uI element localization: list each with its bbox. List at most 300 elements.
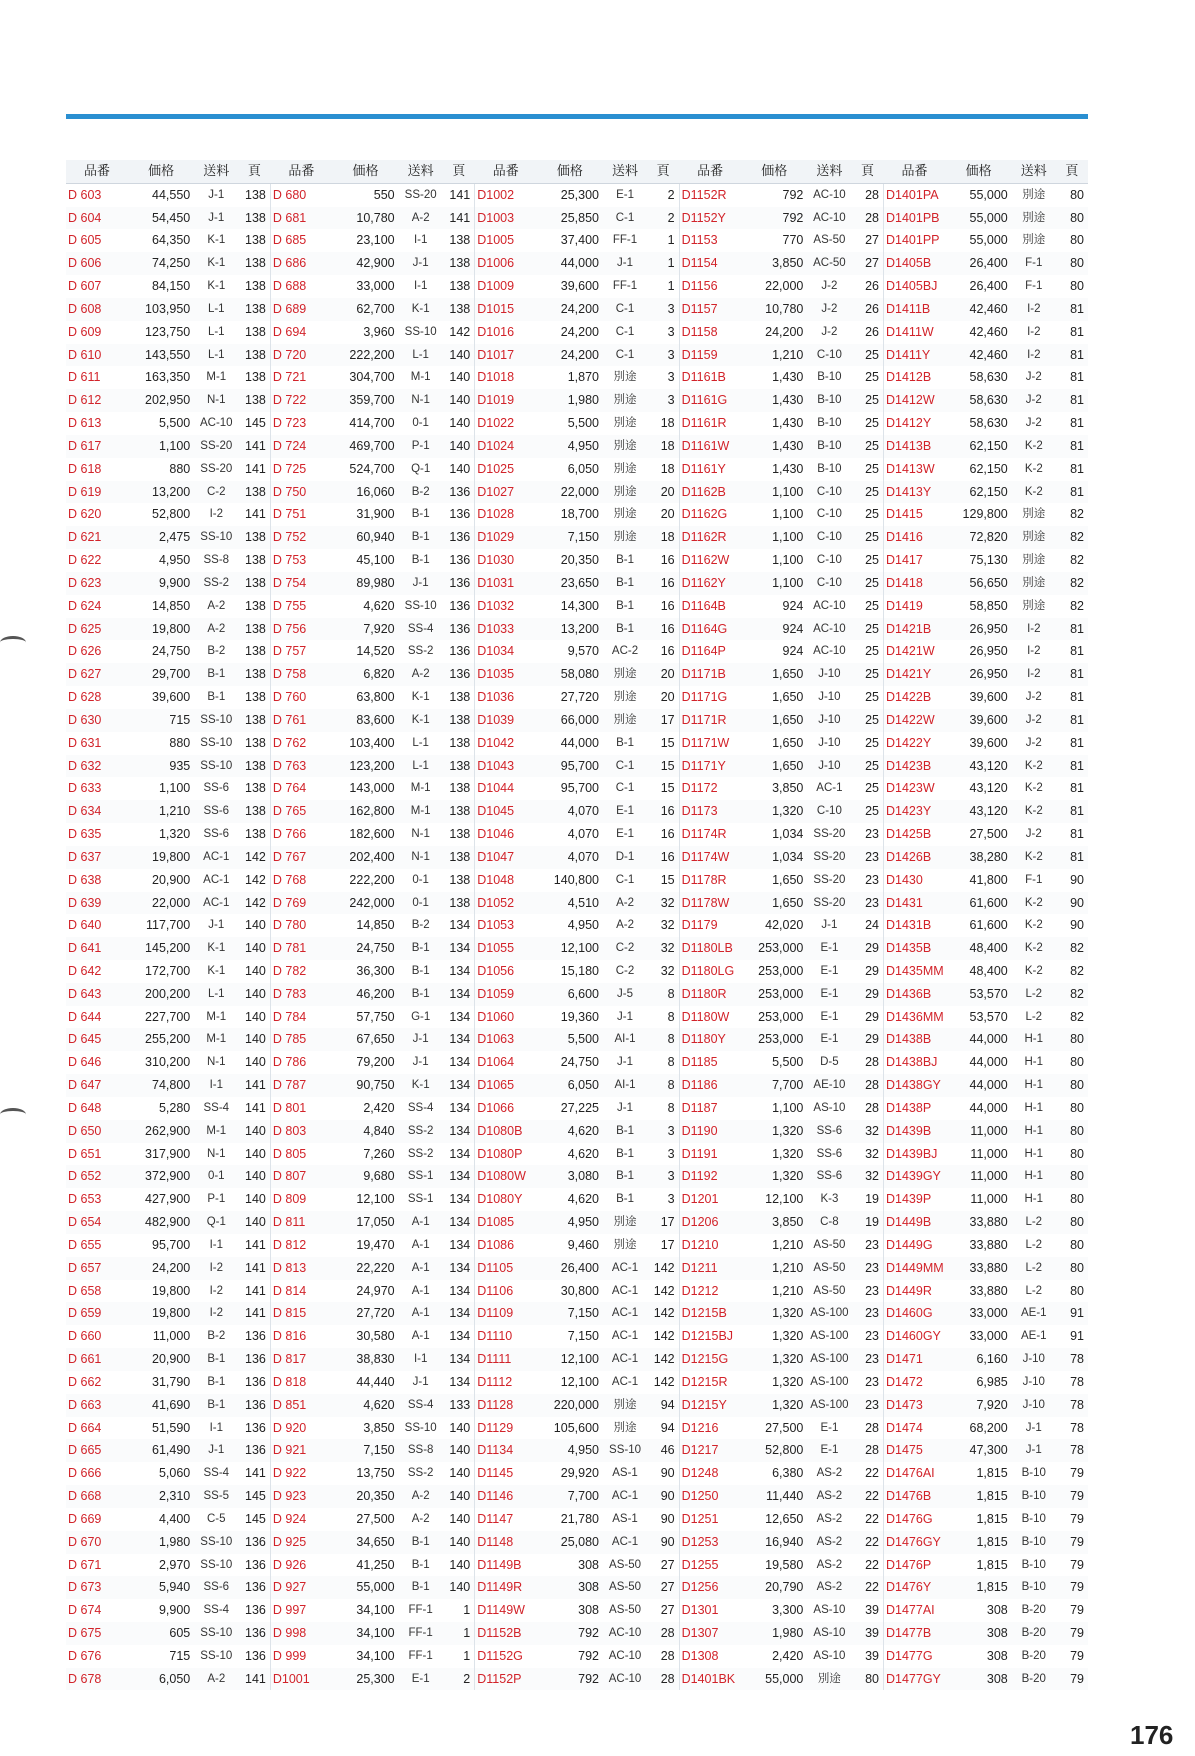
shipping-code-cell: AC-1 — [203, 873, 230, 886]
catalog-page-cell: 142 — [238, 869, 270, 892]
price-cell: 220,000 — [537, 1394, 603, 1417]
part-number-cell: D1063 — [475, 1028, 537, 1051]
part-number-cell: D1412Y — [886, 416, 932, 431]
catalog-page-cell: 25 — [851, 344, 883, 367]
price-cell: 24,200 — [560, 324, 599, 339]
shipping-code-cell: FF-1 — [408, 1604, 433, 1617]
table-row — [66, 458, 1088, 481]
catalog-page-cell: 79 — [1070, 1648, 1084, 1663]
catalog-page-cell: 138 — [443, 846, 475, 869]
catalog-page-cell: 136 — [443, 640, 475, 663]
shipping-code-cell: L-1 — [194, 983, 238, 1006]
price-cell: 1,210 — [741, 1257, 807, 1280]
part-number-cell: D1019 — [475, 389, 537, 412]
price-cell: 37,400 — [560, 233, 599, 248]
part-number-cell: D 669 — [68, 1511, 102, 1526]
shipping-code-cell: AC-1 — [194, 892, 238, 915]
price-cell: 1,210 — [772, 1283, 804, 1298]
catalog-page-cell: 25 — [851, 595, 883, 618]
header-price: 価格 — [946, 160, 1012, 183]
table-row — [66, 983, 1088, 1006]
catalog-page-cell: 90 — [1070, 872, 1084, 887]
part-number-cell: D1161G — [679, 389, 741, 412]
shipping-code-cell: FF-1 — [399, 1622, 443, 1645]
shipping-code-cell: 別途 — [613, 1238, 637, 1251]
price-cell: 4,840 — [332, 1120, 398, 1143]
shipping-code-cell: SS-10 — [404, 1421, 437, 1434]
price-cell: 7,150 — [567, 1329, 599, 1344]
shipping-code-cell: M-1 — [399, 800, 443, 823]
catalog-page-cell: 142 — [238, 846, 270, 869]
shipping-code-cell: AC-10 — [603, 1668, 647, 1691]
catalog-page-cell: 134 — [443, 1302, 475, 1325]
catalog-page-cell: 138 — [238, 663, 270, 686]
part-number-cell: D1422Y — [886, 735, 932, 750]
price-cell: 7,700 — [537, 1485, 603, 1508]
part-number-cell: D 752 — [270, 526, 332, 549]
part-number-cell: D 608 — [66, 298, 128, 321]
catalog-page-cell: 80 — [1056, 207, 1088, 230]
catalog-page-cell: 1 — [443, 1599, 475, 1622]
catalog-page-cell: 138 — [238, 481, 270, 504]
catalog-page-cell: 1 — [647, 275, 679, 298]
catalog-page-cell: 94 — [647, 1394, 679, 1417]
shipping-code-cell: AS-50 — [813, 1284, 846, 1297]
table-row — [66, 1120, 1088, 1143]
table-row — [66, 572, 1088, 595]
part-number-cell: D1003 — [475, 207, 537, 230]
catalog-page-cell: 80 — [1070, 1146, 1084, 1161]
catalog-page-cell: 25 — [851, 503, 883, 526]
price-cell: 117,700 — [145, 918, 191, 933]
catalog-page-cell: 140 — [238, 1051, 270, 1074]
catalog-page-cell: 141 — [238, 1074, 270, 1097]
table-row — [66, 846, 1088, 869]
table-row — [66, 1668, 1088, 1691]
price-cell: 62,150 — [946, 481, 1012, 504]
catalog-page-cell: 8 — [647, 1028, 679, 1051]
catalog-page-cell: 141 — [238, 1234, 270, 1257]
shipping-code-cell: SS-20 — [404, 188, 437, 201]
shipping-code-cell: N-1 — [399, 846, 443, 869]
shipping-code-cell: J-10 — [807, 755, 851, 778]
part-number-cell: D 661 — [66, 1348, 128, 1371]
shipping-code-cell: K-3 — [820, 1193, 839, 1206]
price-cell: 14,520 — [356, 644, 395, 659]
shipping-code-cell: B-1 — [411, 1558, 430, 1571]
shipping-code-cell: I-1 — [399, 1348, 443, 1371]
shipping-code-cell: H-1 — [1024, 1101, 1044, 1114]
price-cell: 308 — [946, 1622, 1012, 1645]
price-cell: 48,400 — [969, 963, 1008, 978]
catalog-page-cell: 81 — [1056, 846, 1088, 869]
catalog-page-cell: 25 — [851, 618, 883, 641]
table-row — [66, 595, 1088, 618]
part-number-cell: D 785 — [270, 1028, 332, 1051]
part-number-cell: D 925 — [270, 1531, 332, 1554]
shipping-code-cell: AC-10 — [608, 1649, 642, 1662]
shipping-code-cell: AC-1 — [611, 1330, 639, 1343]
catalog-page-cell: 138 — [238, 755, 270, 778]
part-number-cell: D 725 — [272, 461, 307, 476]
shipping-code-cell: J-2 — [807, 298, 851, 321]
price-cell: 7,150 — [537, 526, 603, 549]
shipping-code-cell: B-20 — [1012, 1668, 1056, 1691]
price-cell: 24,750 — [560, 1055, 599, 1070]
part-number-cell: D1015 — [475, 298, 537, 321]
price-cell: 3,850 — [741, 252, 807, 275]
catalog-page-cell: 138 — [443, 229, 475, 252]
part-number-cell: D1006 — [475, 252, 537, 275]
shipping-code-cell: SS-20 — [813, 873, 846, 886]
price-cell: 41,250 — [356, 1557, 395, 1572]
shipping-code-cell: SS-20 — [813, 828, 846, 841]
catalog-page-cell: 79 — [1070, 1511, 1084, 1526]
catalog-page-cell: 141 — [238, 435, 270, 458]
shipping-code-cell: M-1 — [410, 371, 431, 384]
shipping-code-cell: C-1 — [615, 782, 635, 795]
catalog-page-cell: 138 — [238, 344, 270, 367]
price-cell: 51,590 — [152, 1420, 191, 1435]
part-number-cell: D 633 — [68, 781, 102, 796]
part-number-cell: D 760 — [272, 690, 307, 705]
price-cell: 27,500 — [765, 1420, 804, 1435]
catalog-page-cell: 1 — [443, 1622, 475, 1645]
catalog-page-cell: 3 — [647, 1120, 679, 1143]
shipping-code-cell: E-1 — [807, 983, 851, 1006]
catalog-page-cell: 8 — [647, 1051, 679, 1074]
catalog-page-cell: 80 — [1056, 252, 1088, 275]
price-cell: 11,000 — [946, 1165, 1012, 1188]
price-cell: 39,600 — [560, 279, 599, 294]
price-cell: 66,000 — [537, 709, 603, 732]
catalog-page-cell: 81 — [1056, 435, 1088, 458]
catalog-page-cell: 23 — [851, 823, 883, 846]
part-number-cell: D1149B — [477, 1557, 522, 1572]
table-row — [66, 344, 1088, 367]
shipping-code-cell: K-2 — [1012, 892, 1056, 915]
price-cell: 5,060 — [158, 1466, 191, 1481]
catalog-page-cell: 134 — [443, 960, 475, 983]
shipping-code-cell: B-1 — [603, 618, 647, 641]
catalog-page-cell: 81 — [1070, 735, 1084, 750]
price-cell: 62,150 — [969, 461, 1008, 476]
part-number-cell: D1256 — [679, 1576, 741, 1599]
part-number-cell: D1210 — [681, 1237, 719, 1252]
catalog-page-cell: 82 — [1056, 526, 1088, 549]
catalog-page-cell: 80 — [1070, 1100, 1084, 1115]
shipping-code-cell: SS-10 — [200, 1649, 233, 1662]
part-number-cell: D 762 — [272, 735, 307, 750]
part-number-cell: D1109 — [475, 1302, 537, 1325]
header-price: 価格 — [537, 160, 603, 183]
part-number-cell: D 681 — [270, 207, 332, 230]
shipping-code-cell: B-1 — [399, 1576, 443, 1599]
price-cell: 1,320 — [741, 1302, 807, 1325]
shipping-code-cell: AS-50 — [609, 1558, 641, 1571]
table-row — [66, 1576, 1088, 1599]
header-price: 価格 — [332, 160, 398, 183]
shipping-code-cell: I-1 — [194, 1074, 238, 1097]
catalog-page-cell: 138 — [238, 549, 270, 572]
part-number-cell: D1255 — [681, 1557, 719, 1572]
header-part-number: 品番 — [884, 160, 946, 183]
price-cell: 19,800 — [128, 1302, 194, 1325]
price-cell: 57,750 — [356, 1009, 395, 1024]
part-number-cell: D1253 — [679, 1531, 741, 1554]
catalog-page-cell: 142 — [443, 321, 475, 344]
catalog-page-cell: 140 — [238, 1006, 270, 1029]
catalog-page-cell: 90 — [647, 1462, 679, 1485]
price-cell: 6,050 — [537, 1074, 603, 1097]
shipping-code-cell: I-1 — [209, 1238, 223, 1251]
price-cell: 880 — [169, 461, 191, 476]
shipping-code-cell: E-1 — [820, 964, 839, 977]
catalog-page-cell: 3 — [647, 344, 679, 367]
price-cell: 262,900 — [128, 1120, 194, 1143]
part-number-cell: D 781 — [270, 937, 332, 960]
part-number-cell: D 689 — [270, 298, 332, 321]
catalog-page-cell: 25 — [851, 572, 883, 595]
shipping-code-cell: J-2 — [1025, 371, 1042, 384]
catalog-page-cell: 82 — [1070, 553, 1084, 568]
price-cell: 715 — [128, 709, 194, 732]
catalog-page-cell: 28 — [851, 1097, 883, 1120]
shipping-code-cell: I-2 — [1012, 344, 1056, 367]
part-number-cell: D1425B — [886, 827, 932, 842]
price-cell: 58,080 — [537, 663, 603, 686]
shipping-code-cell: SS-10 — [194, 1622, 238, 1645]
price-cell: 24,200 — [537, 298, 603, 321]
price-cell: 12,100 — [560, 1374, 599, 1389]
price-cell: 33,000 — [946, 1302, 1012, 1325]
part-number-cell: D 763 — [270, 755, 332, 778]
price-cell: 13,200 — [128, 481, 194, 504]
catalog-page-cell: 140 — [443, 1417, 475, 1440]
part-number-cell: D1158 — [681, 324, 718, 339]
catalog-page-cell: 25 — [851, 686, 883, 709]
price-cell: 61,490 — [128, 1439, 194, 1462]
price-cell: 44,550 — [152, 187, 191, 202]
part-number-cell: D1018 — [477, 370, 515, 385]
shipping-code-cell: B-2 — [207, 645, 226, 658]
shipping-code-cell: B-1 — [399, 1531, 443, 1554]
part-number-cell: D 626 — [68, 644, 102, 659]
table-row — [66, 892, 1088, 915]
price-table — [66, 160, 1088, 1690]
catalog-page-cell: 136 — [443, 526, 475, 549]
price-cell: 21,780 — [560, 1511, 599, 1526]
catalog-page-cell: 138 — [238, 823, 270, 846]
price-cell: 310,200 — [145, 1055, 191, 1070]
part-number-cell: D1438B — [884, 1028, 946, 1051]
price-cell: 7,920 — [946, 1394, 1012, 1417]
part-number-cell: D1060 — [477, 1009, 515, 1024]
price-cell: 2,420 — [363, 1100, 395, 1115]
part-number-cell: D 654 — [66, 1211, 128, 1234]
price-cell: 880 — [169, 735, 191, 750]
shipping-code-cell: SS-4 — [407, 1101, 434, 1114]
catalog-page-cell: 141 — [238, 1097, 270, 1120]
shipping-code-cell: L-1 — [412, 736, 429, 749]
shipping-code-cell: AC-1 — [194, 846, 238, 869]
catalog-page-cell: 138 — [443, 823, 475, 846]
price-cell: 414,700 — [349, 416, 395, 431]
price-cell: 84,150 — [152, 279, 191, 294]
catalog-page-cell: 8 — [647, 1006, 679, 1029]
header-part-number: 品番 — [66, 160, 128, 183]
part-number-cell: D1439B — [884, 1120, 946, 1143]
part-number-cell: D 755 — [272, 598, 307, 613]
price-cell: 6,380 — [772, 1466, 804, 1481]
shipping-code-cell: B-1 — [194, 1348, 238, 1371]
price-cell: 1,650 — [772, 735, 804, 750]
table-row — [66, 549, 1088, 572]
catalog-page-cell: 140 — [443, 412, 475, 435]
catalog-page-cell: 27 — [647, 1576, 679, 1599]
part-number-cell: D1422B — [886, 690, 932, 705]
part-number-cell: D 999 — [272, 1648, 307, 1663]
table-row — [66, 823, 1088, 846]
price-cell: 44,000 — [560, 735, 599, 750]
table-row — [66, 1051, 1088, 1074]
table-row — [66, 1462, 1088, 1485]
shipping-code-cell: 別途 — [1022, 234, 1046, 247]
catalog-page-cell: 16 — [647, 640, 679, 663]
part-number-cell: D1423Y — [884, 800, 946, 823]
shipping-code-cell: J-1 — [1012, 1439, 1056, 1462]
price-cell: 162,800 — [332, 800, 398, 823]
price-cell: 33,880 — [946, 1211, 1012, 1234]
shipping-code-cell: AC-10 — [813, 599, 846, 612]
catalog-page-cell: 8 — [647, 1097, 679, 1120]
price-cell: 3,300 — [772, 1603, 804, 1618]
catalog-page-cell: 20 — [647, 503, 679, 526]
table-row — [66, 755, 1088, 778]
shipping-code-cell: L-2 — [1025, 1238, 1043, 1251]
shipping-code-cell: 別途 — [613, 417, 637, 430]
price-cell: 6,600 — [537, 983, 603, 1006]
part-number-cell: D1419 — [886, 598, 923, 613]
part-number-cell: D 764 — [272, 781, 307, 796]
header-catalog-page: 頁 — [647, 160, 679, 183]
part-number-cell: D1148 — [475, 1531, 537, 1554]
catalog-page-cell: 29 — [851, 983, 883, 1006]
price-cell: 44,000 — [946, 1028, 1012, 1051]
price-cell: 31,900 — [356, 507, 395, 522]
price-cell: 58,630 — [969, 416, 1008, 431]
part-number-cell: D1423B — [884, 755, 946, 778]
part-number-cell: D 673 — [66, 1576, 128, 1599]
part-number-cell: D1044 — [477, 781, 515, 796]
catalog-page-cell: 138 — [238, 572, 270, 595]
part-number-cell: D 644 — [68, 1009, 102, 1024]
shipping-code-cell: A-1 — [399, 1257, 443, 1280]
part-number-cell: D1476B — [884, 1485, 946, 1508]
part-number-cell: D1164G — [679, 618, 741, 641]
price-cell: 25,850 — [537, 207, 603, 230]
price-cell: 1,650 — [741, 709, 807, 732]
price-cell: 19,580 — [765, 1557, 804, 1572]
shipping-code-cell: J-2 — [821, 280, 838, 293]
catalog-page-cell: 138 — [443, 892, 475, 915]
catalog-page-cell: 81 — [1070, 827, 1084, 842]
part-number-cell: D1016 — [477, 324, 515, 339]
price-cell: 2,310 — [128, 1485, 194, 1508]
shipping-code-cell: A-2 — [616, 919, 634, 932]
part-number-cell: D 813 — [270, 1257, 332, 1280]
catalog-page-cell: 134 — [443, 1074, 475, 1097]
catalog-page-cell: 142 — [647, 1280, 679, 1303]
price-cell: 20,350 — [560, 553, 599, 568]
part-number-cell: D 675 — [66, 1622, 128, 1645]
price-cell: 924 — [741, 618, 807, 641]
shipping-code-cell: L-1 — [207, 325, 225, 338]
part-number-cell: D1192 — [679, 1165, 741, 1188]
part-number-cell: D 612 — [66, 389, 128, 412]
part-number-cell: D1439P — [886, 1192, 932, 1207]
price-cell: 43,120 — [946, 800, 1012, 823]
part-number-cell: D 678 — [66, 1668, 128, 1691]
shipping-code-cell: FF-1 — [612, 280, 638, 293]
part-number-cell: D 660 — [68, 1329, 102, 1344]
table-row — [66, 1325, 1088, 1348]
price-cell: 1,100 — [772, 1100, 804, 1115]
price-cell: 11,000 — [970, 1146, 1008, 1161]
price-cell: 222,200 — [332, 344, 398, 367]
shipping-code-cell: J-1 — [617, 1010, 634, 1023]
catalog-page-cell: 138 — [238, 709, 270, 732]
shipping-code-cell: I-1 — [209, 1421, 223, 1434]
price-cell: 4,620 — [567, 1192, 599, 1207]
shipping-code-cell: L-1 — [399, 344, 443, 367]
price-cell: 6,050 — [128, 1668, 194, 1691]
part-number-cell: D 640 — [68, 918, 102, 933]
price-cell: 253,000 — [741, 937, 807, 960]
part-number-cell: D 653 — [68, 1192, 102, 1207]
part-number-cell: D1216 — [681, 1420, 719, 1435]
part-number-cell: D 805 — [272, 1146, 307, 1161]
price-cell: 12,100 — [356, 1192, 395, 1207]
price-cell: 1,320 — [741, 1165, 807, 1188]
table-row — [66, 1371, 1088, 1394]
shipping-code-cell: B-1 — [603, 1120, 647, 1143]
price-cell: 7,150 — [332, 1439, 398, 1462]
price-cell: 2,420 — [772, 1648, 804, 1663]
catalog-page-cell: 81 — [1070, 781, 1084, 796]
catalog-page-cell: 142 — [647, 1371, 679, 1394]
catalog-page-cell: 29 — [851, 1028, 883, 1051]
shipping-code-cell: K-2 — [1024, 964, 1043, 977]
shipping-code-cell: K-1 — [411, 691, 430, 704]
part-number-cell: D 685 — [272, 233, 307, 248]
catalog-page-cell: 29 — [851, 960, 883, 983]
catalog-page-cell: 28 — [851, 183, 883, 206]
table-row — [66, 183, 1088, 206]
shipping-code-cell: B-1 — [411, 554, 430, 567]
part-number-cell: D1045 — [475, 800, 537, 823]
price-cell: 67,650 — [332, 1028, 398, 1051]
catalog-page-cell: 90 — [1070, 918, 1084, 933]
shipping-code-cell: M-1 — [410, 782, 431, 795]
shipping-code-cell: AS-2 — [816, 1558, 843, 1571]
part-number-cell: D1401BK — [679, 1668, 741, 1691]
shipping-code-cell: SS-4 — [399, 1394, 443, 1417]
catalog-page-cell: 141 — [443, 207, 475, 230]
part-number-cell: D1152R — [681, 187, 727, 202]
part-number-cell: D1145 — [477, 1466, 514, 1481]
part-number-cell: D 621 — [66, 526, 128, 549]
